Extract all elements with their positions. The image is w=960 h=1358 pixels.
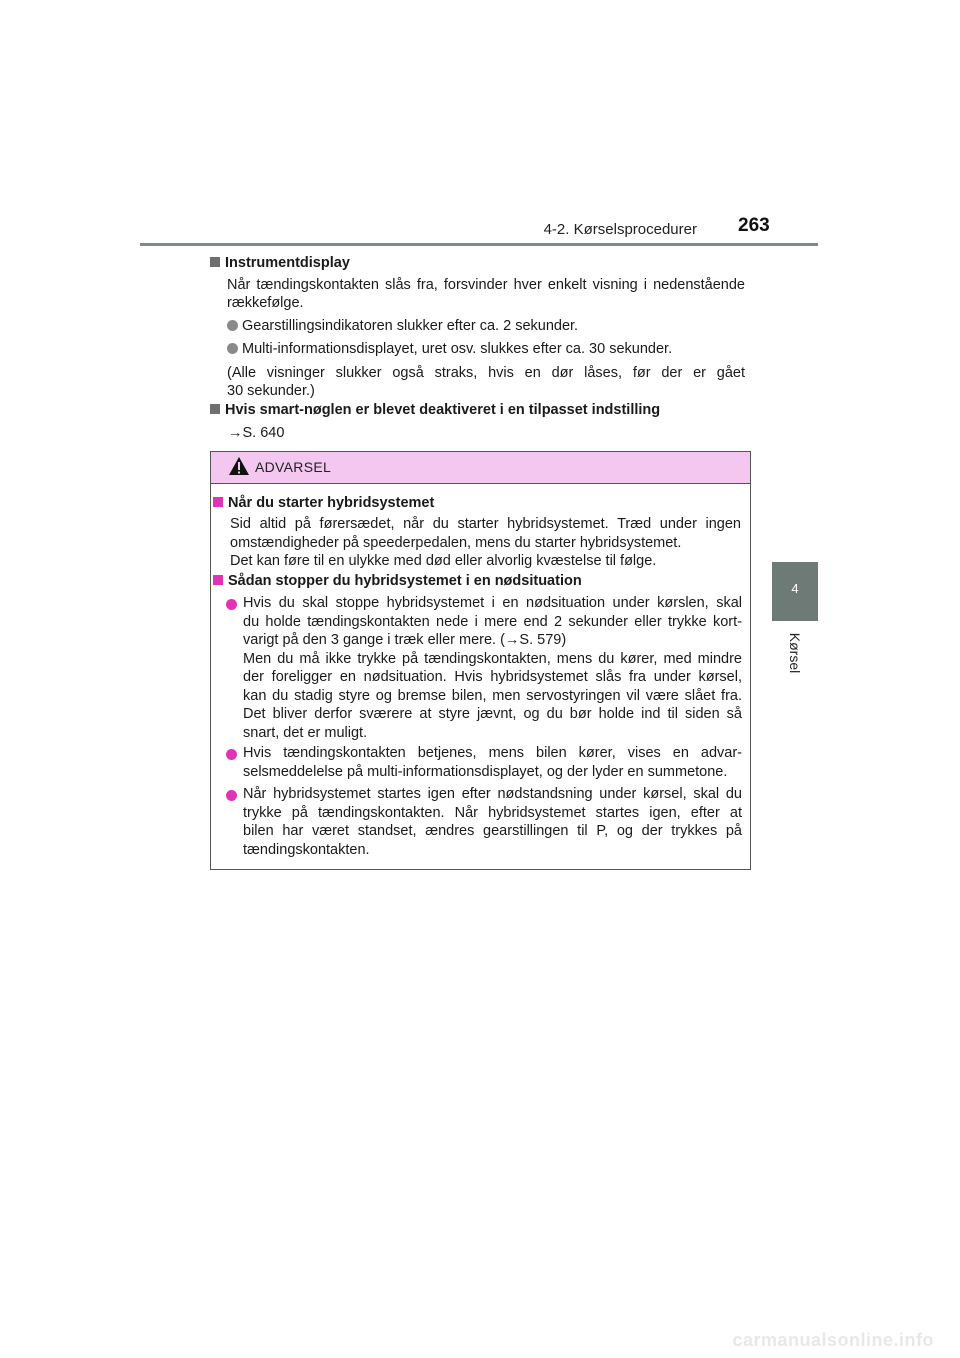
warning-title: ADVARSEL — [255, 459, 332, 475]
chapter-number: 4 — [791, 581, 799, 596]
square-bullet-icon — [213, 575, 223, 585]
watermark: carmanualsonline.info — [732, 1330, 934, 1350]
heading-instrumentdisplay: Instrumentdisplay — [210, 255, 350, 271]
warning-box — [210, 451, 751, 870]
list-item: Gearstillingsindikatoren slukker efter ca. 2 sekunder. — [227, 317, 578, 335]
bullet-dot-icon — [227, 320, 238, 331]
warning-header — [211, 452, 750, 484]
bullet-dot-icon — [226, 599, 237, 610]
section-title: 4-2. Kørselsprocedurer — [543, 221, 697, 238]
warning-list-item: Hvis tændingskontakten betjenes, mens bilen kører, vises en advar- selsmeddelelse på multi-informationsdisplayet, og der lyder en summetone. — [243, 745, 742, 780]
heading-smart-key: Hvis smart-nøglen er blevet deaktiveret i en tilpasset indstilling — [210, 402, 660, 418]
page-reference[interactable]: →S. 640 — [228, 425, 285, 441]
bullet-dot-icon — [226, 749, 237, 760]
chapter-tab — [772, 562, 818, 621]
warning-triangle-icon — [228, 456, 250, 476]
square-bullet-icon — [210, 257, 220, 267]
warning-heading-emergency: Sådan stopper du hybridsystemet i en nødsituation — [213, 573, 582, 589]
page-header — [0, 0, 960, 250]
warning-list-item: Hvis du skal stoppe hybridsystemet i en nødsituation under kørslen, skal du holde tændingskontakten nede i mere end 2 sekunder eller trykke kort- varigt på den 3 gange i træk eller mere. (→S. 579) Men du må ikke trykke på tændingskontakten, mens du kører, med mindre der foreligger en nødsituation. Hvis hybridsystemet slås fra under kørsel, kan du stadig styre og bremse bilen, men servostyringen vil være slået fra. Det bliver derfor sværere at styre jævnt, og du bør holde ind til siden så snart, det er muligt. — [243, 595, 742, 741]
bullet-dot-icon — [226, 790, 237, 801]
warning-list-item: Når hybridsystemet startes igen efter nødstandsning under kørsel, skal du trykke på tændingskontakten. Når hybridsystemet startes igen, efter at bilen har været standset, ændres gearstillingen til P, og der trykkes på tændingskontakten. — [243, 786, 742, 858]
page-number: 263 — [738, 215, 770, 236]
warning-paragraph-start: Sid altid på førersædet, når du starter hybridsystemet. Træd under ingen omstændigheder på speederpedalen, mens du starter hybridsystemet. Det kan føre til en ulykke med død eller alvorlig kvæstelse til følge. — [230, 516, 741, 569]
list-item: Multi-informationsdisplayet, uret osv. slukkes efter ca. 30 sekunder. — [227, 340, 672, 358]
footer — [0, 1320, 960, 1358]
chapter-label: Kørsel — [787, 632, 803, 674]
bullet-dot-icon — [227, 343, 238, 354]
paragraph-note: (Alle visninger slukker også straks, hvis en dør låses, før der er gået 30 sekunder.) — [227, 365, 745, 399]
header-rule — [140, 243, 818, 246]
warning-heading-start: Når du starter hybridsystemet — [213, 495, 434, 511]
square-bullet-icon — [210, 404, 220, 414]
square-bullet-icon — [213, 497, 223, 507]
paragraph-instrumentdisplay: Når tændingskontakten slås fra, forsvinder hver enkelt visning i nedenstående rækkefølge. — [227, 277, 745, 311]
